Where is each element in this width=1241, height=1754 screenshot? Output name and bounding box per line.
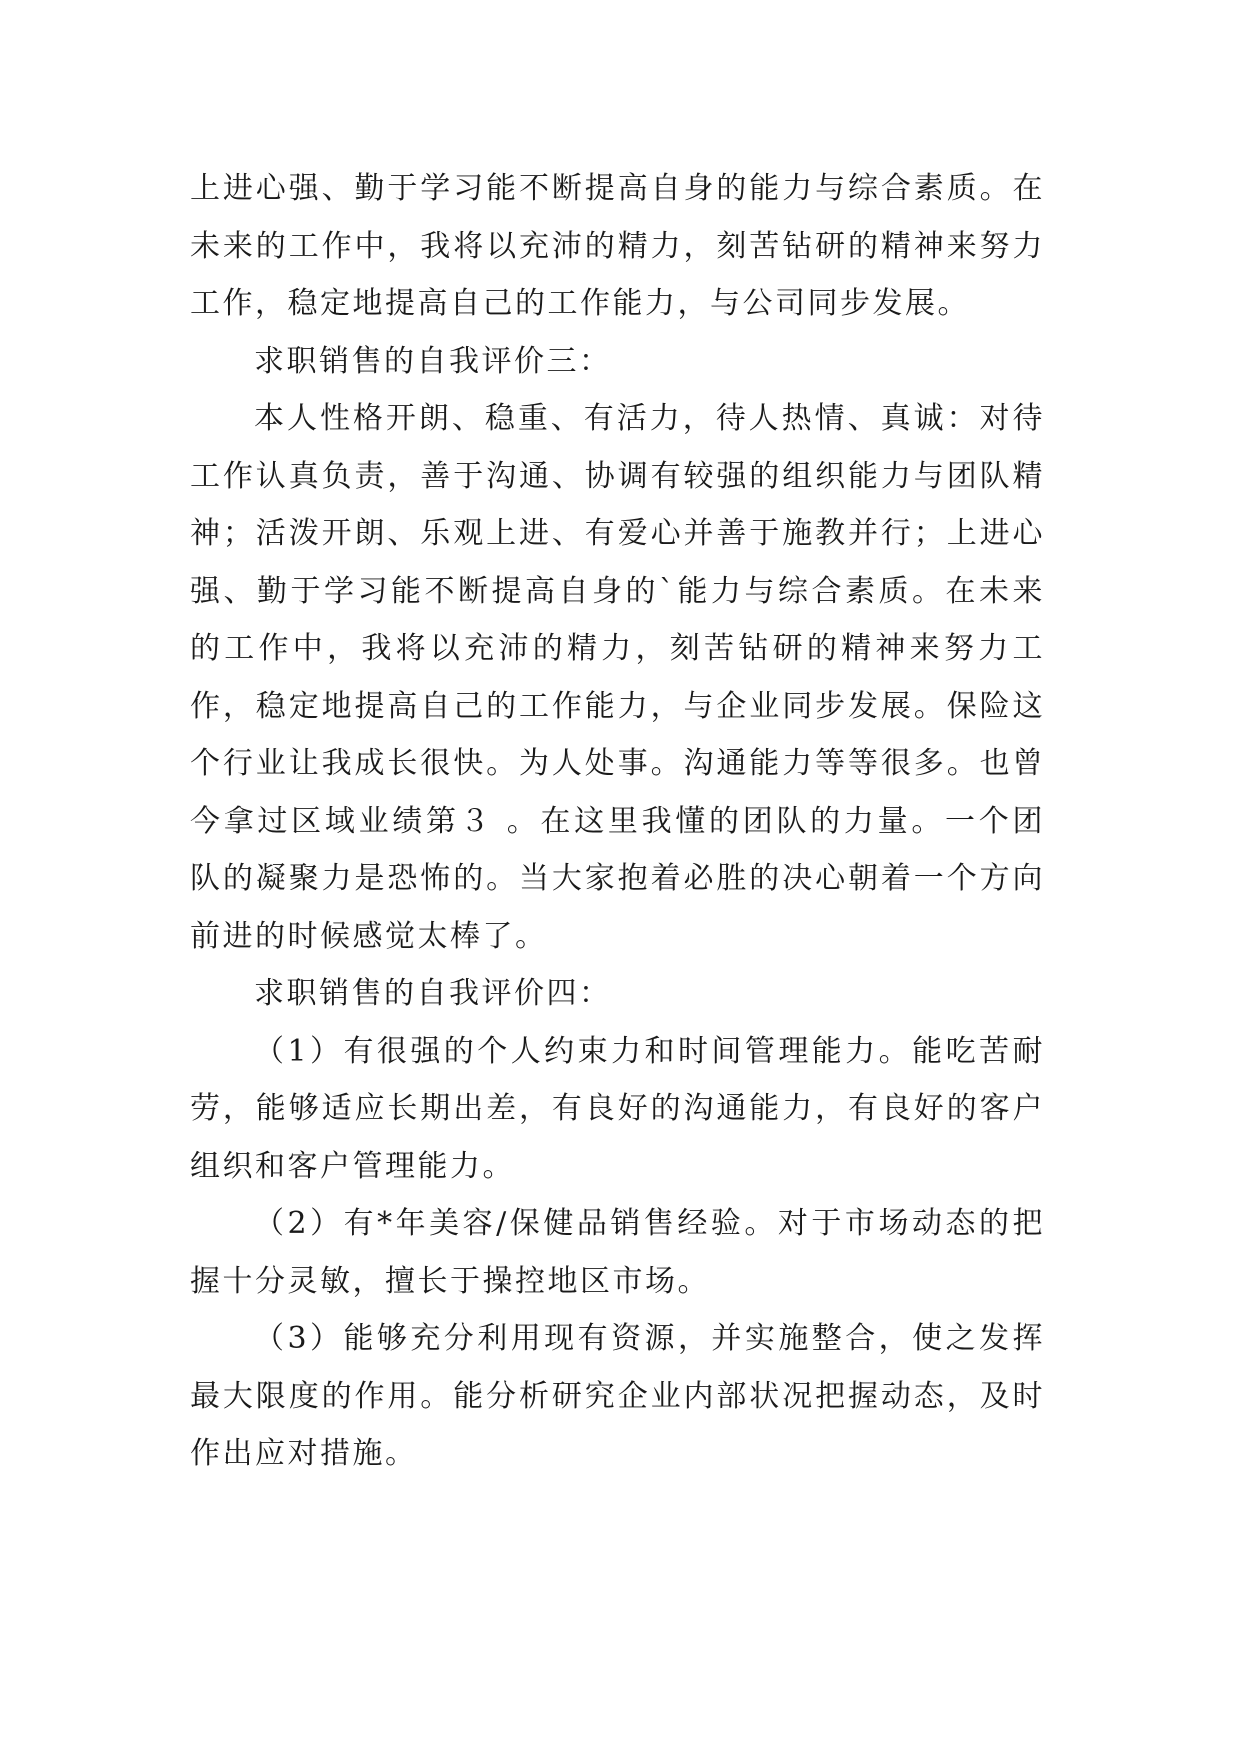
list-item-2: （2）有*年美容/保健品销售经验。对于市场动态的把握十分灵敏，擅长于操控地区市场。	[190, 1206, 1045, 1299]
paragraph-self-evaluation-three: 本人性格开朗、稳重、有活力，待人热情、真诚：对待工作认真负责，善于沟通、协调有较强的组织能力与团队精神；活泼开朗、乐观上进、有爱心并善于施教并行；上进心强、勤于学习能不断提高自身的`能力与综合素质。在未来的工作中，我将以充沛的精力，刻苦钻研的精神来努力工作，稳定地提高自己的工作能力，与企业同步发展。保险这个行业让我成长很快。为人处事。沟通能力等等很多。也曾今拿过区域业绩第３ 。在这里我懂的团队的力量。一个团队的凝聚力是恐怖的。当大家抱着必胜的决心朝着一个方向前进的时候感觉太棒了。	[190, 401, 1045, 954]
list-item-3: （3）能够充分利用现有资源，并实施整合，使之发挥最大限度的作用。能分析研究企业内部状况把握动态，及时作出应对措施。	[190, 1321, 1045, 1471]
heading-self-evaluation-four: 求职销售的自我评价四：	[254, 976, 612, 1011]
heading-self-evaluation-three: 求职销售的自我评价三：	[254, 343, 612, 379]
paragraph-continuation: 上进心强、勤于学习能不断提高自身的能力与综合素质。在未来的工作中，我将以充沛的精力，刻苦钻研的精神来努力工作，稳定地提高自己的工作能力，与公司同步发展。	[190, 171, 1045, 321]
document-body	[190, 160, 1045, 1483]
list-item-1: （1）有很强的个人约束力和时间管理能力。能吃苦耐劳，能够适应长期出差，有良好的沟通能力，有良好的客户组织和客户管理能力。	[190, 1033, 1045, 1184]
